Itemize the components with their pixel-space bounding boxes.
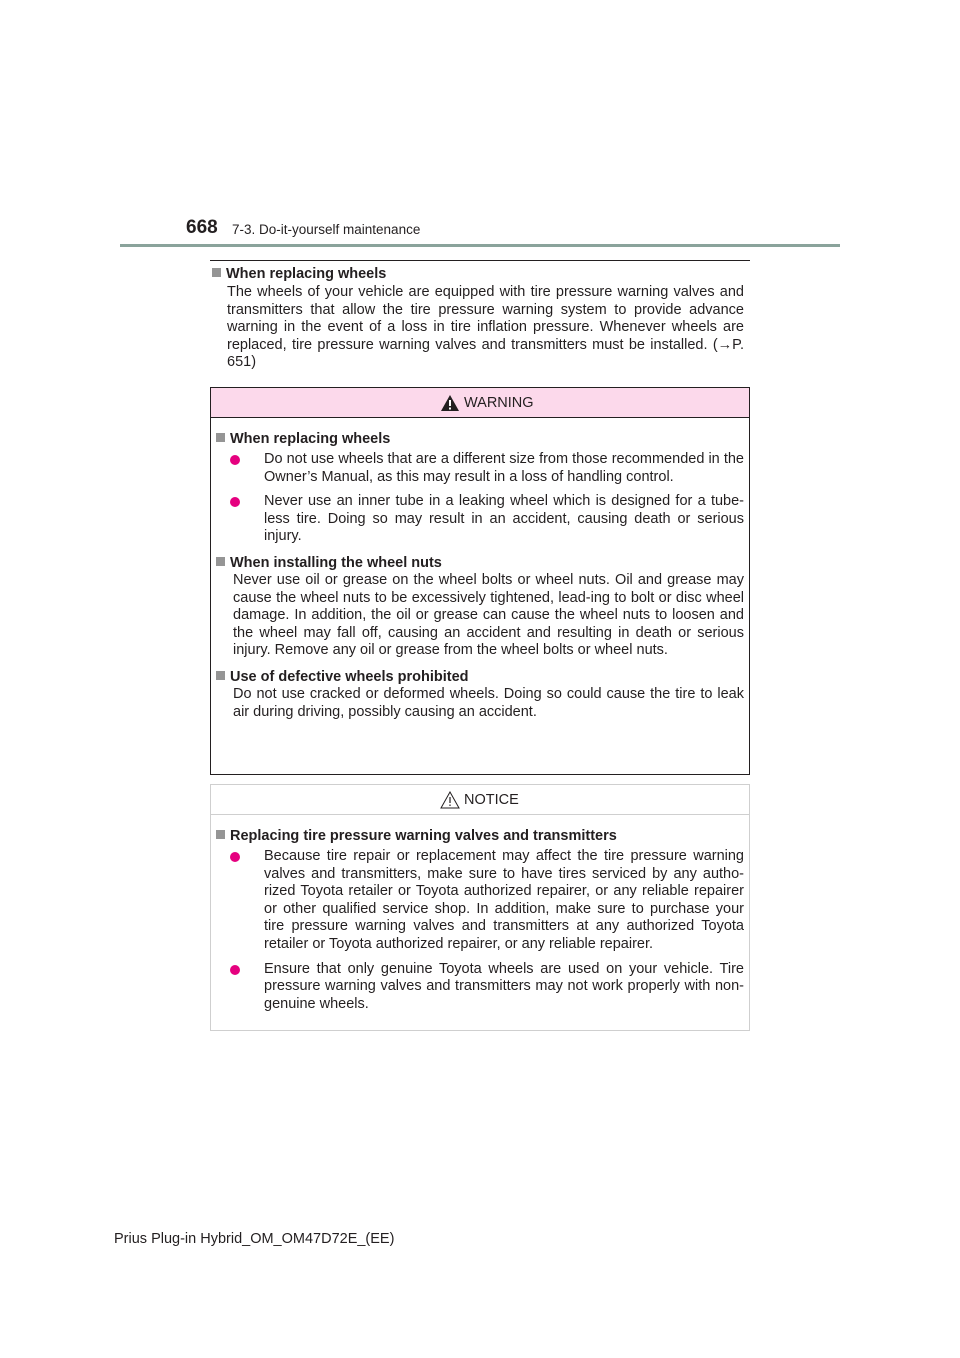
bullet-icon — [230, 852, 240, 862]
intro-heading: When replacing wheels — [212, 266, 744, 283]
notice-label: NOTICE — [464, 792, 519, 808]
list-item: Because tire repair or replacement may affect the tire pressure warning valves and transmitters, make sure to have tires serviced by any autho-rized Toyota retailer or Toyota authorized repairer, or any reliable repairer or other qualified service shop. In addition, make sure to purchase your tire pressure warning valves and transmitters at any authorized Toyota retailer or Toyota authorized repairer, or any reliable repairer. — [247, 848, 744, 954]
warning-triangle-icon — [440, 394, 460, 412]
page-number: 668 — [186, 217, 218, 238]
intro-section — [212, 266, 744, 372]
warning-section-body: Never use oil or grease on the wheel bolts or wheel nuts. Oil and grease may cause the wheel nuts to be excessively tightened, lead-ing to bolt or disc wheel damage. In addition, the oil or grease can cause the wheel nuts to loosen and the wheel may fall off, causing an accident and resulting in death or serious injury. Remove any oil or grease from the wheel bolts or wheel nuts. — [233, 571, 744, 659]
bullet-icon — [230, 497, 240, 507]
footer-text: Prius Plug-in Hybrid_OM_OM47D72E_(EE) — [114, 1231, 395, 1247]
notice-body — [211, 815, 749, 1013]
square-marker-icon — [216, 433, 225, 442]
section-title: 7-3. Do-it-yourself maintenance — [232, 222, 421, 237]
notice-section — [216, 828, 744, 1013]
warning-box — [210, 387, 750, 775]
warning-header — [211, 388, 749, 418]
notice-heading: Replacing tire pressure warning valves and transmitters — [216, 828, 744, 845]
warning-section-heading: Use of defective wheels prohibited — [216, 669, 744, 686]
bullet-icon — [230, 455, 240, 465]
warning-section-heading: When replacing wheels — [216, 431, 744, 448]
header-rule — [120, 244, 840, 247]
intro-body: The wheels of your vehicle are equipped with tire pressure warning valves and transmitters that allow the tire pressure warning system to provide advance warning in the event of a loss in tire inflation pressure. Whenever wheels are replaced, tire pressure warning valves and transmitters must be installed. (→P. 651) — [227, 284, 744, 371]
square-marker-icon — [216, 557, 225, 566]
list-item: Never use an inner tube in a leaking wheel which is designed for a tube-less tire. Doing so may result in an accident, causing death or serious injury. — [247, 493, 744, 546]
warning-section-heading: When installing the wheel nuts — [216, 555, 744, 572]
notice-header — [211, 785, 749, 815]
list-item: Do not use wheels that are a different size from those recommended in the Owner’s Manual, as this may result in a loss of handling control. — [247, 451, 744, 486]
warning-section-body: Do not use cracked or deformed wheels. Doing so could cause the tire to leak air during driving, possibly causing an accident. — [233, 685, 744, 720]
top-rule — [210, 260, 750, 261]
list-item: Ensure that only genuine Toyota wheels are used on your vehicle. Tire pressure warning valves and transmitters may not work properly with non-genuine wheels. — [247, 961, 744, 1014]
warning-body — [211, 418, 749, 721]
warning-label: WARNING — [464, 395, 534, 411]
square-marker-icon — [212, 268, 221, 277]
square-marker-icon — [216, 671, 225, 680]
warning-section — [216, 669, 744, 721]
warning-section — [216, 431, 744, 546]
bullet-icon — [230, 965, 240, 975]
square-marker-icon — [216, 830, 225, 839]
notice-triangle-icon — [440, 791, 460, 809]
warning-section — [216, 555, 744, 660]
notice-box — [210, 784, 750, 1031]
